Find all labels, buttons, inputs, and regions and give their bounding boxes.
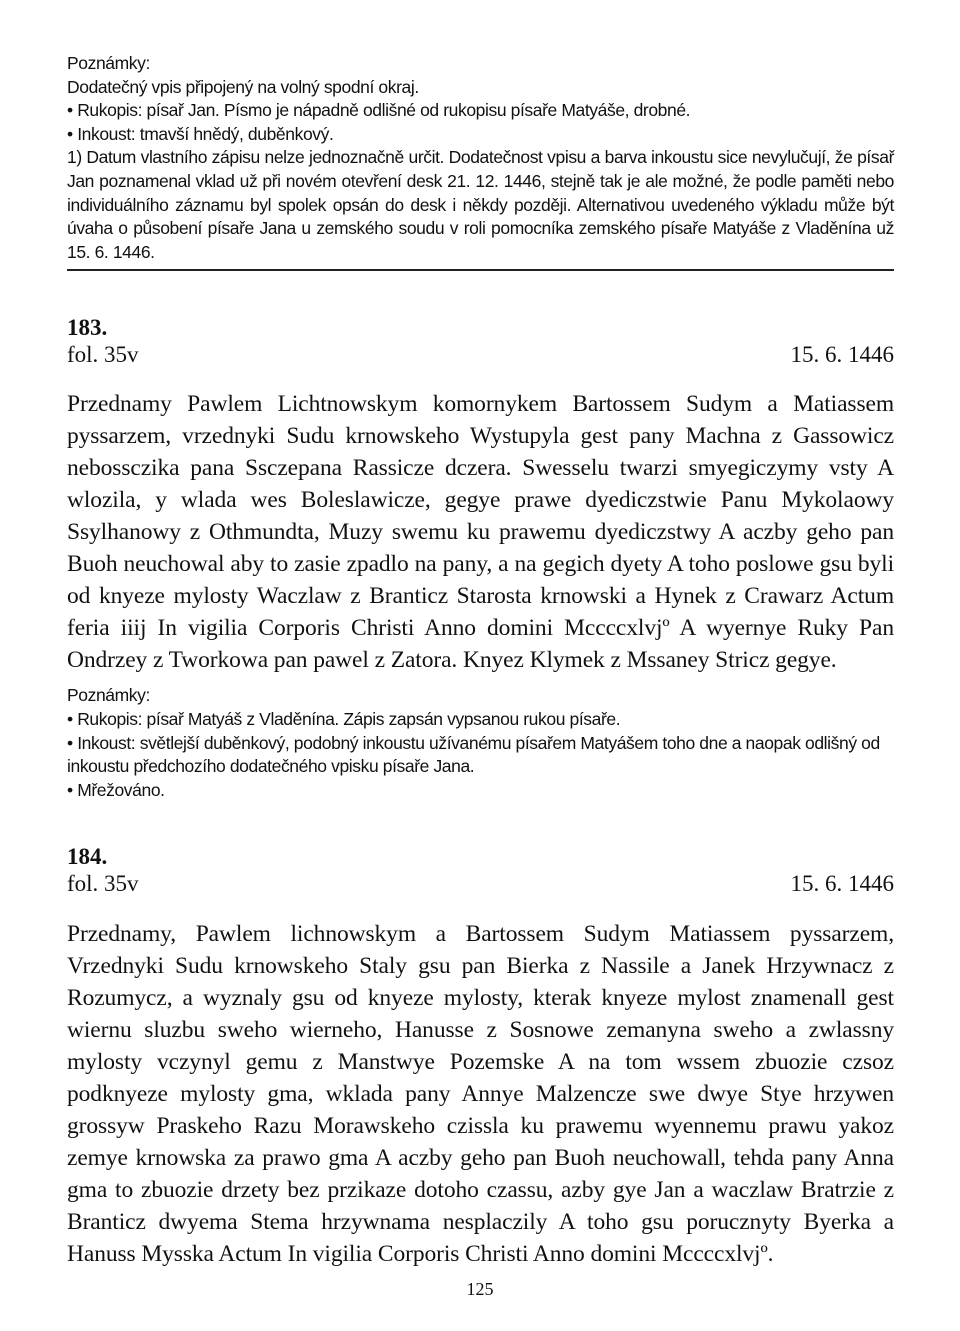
note-line: • Mřežováno. xyxy=(67,779,165,800)
entry-number: 184. xyxy=(67,844,108,870)
document-page xyxy=(67,52,894,1270)
divider-rule xyxy=(67,269,894,271)
entry-notes xyxy=(67,684,894,802)
folio: fol. 35v xyxy=(67,342,139,368)
note-line: • Inkoust: tmavší hnědý, duběnkový. xyxy=(67,123,334,144)
note-line: • Inkoust: světlejší duběnkový, podobný inkoustu užívanému písařem Matyášem toho dne a naopak odlišný od inkoustu předchozího dodatečného vpisku písaře Jana. xyxy=(67,732,880,777)
entry-date: 15. 6. 1446 xyxy=(790,342,894,368)
folio-date-line xyxy=(67,870,894,898)
note-line: • Rukopis: písař Jan. Písmo je nápadně odlišné od rukopisu písaře Matyáše, drobné. xyxy=(67,100,691,121)
entry-number: 183. xyxy=(67,315,108,341)
note-line: 1) Datum vlastního zápisu nelze jednoznačně určit. Dodatečnost vpisu a barva inkoustu sice nevylučují, že písař Jan poznamenal vklad už při novém otevření desk 21. 12. 1446, stejně tak je ale možné, že podle paměti nebo individuálního záznamu byl spolek opsán do desk i někdy později. Alternativou uvedeného výkladu může být úvaha o působení písaře Jana u zemského soudu v roli pomocníka zemského písaře Matyáše z Vladěnína už 15. 6. 1446. xyxy=(67,147,894,262)
folio-date-line xyxy=(67,341,894,369)
entry-text: Przednamy Pawlem Lichtnowskym komornykem Bartossem Sudym a Matiassem pyssarzem, vrzednyki Sudu krnowskeho Wystupyla gest pany Machna z Gassowicz nebossczika pana Ssczepana Rassicze dczera. Swesselu twarzi smyegiczymy vsty A wlozila, y wlada wes Boleslawicze, gegye prawe dyediczstwie Panu Mykolaowy Ssylhanowy z Othmundta, Muzy swemu ku prawemu dyediczstwy A aczby geho pan Buoh neuchowal aby to zasie zpadlo na pany, a na gegich dyety A toho poslowe gsu byli od knyeze mylosty Waczlaw z Branticz Starosta krnowski a Hynek z Crawarz Actum feria iiij In vigilia Corporis Christi Anno domini Mccccxlvjº A wyernye Ruky Pan Ondrzey z Tworkowa pan pawel z Zatora. Knyez Klymek z Mssaney Stricz gegye. xyxy=(67,391,894,674)
note-line: • Rukopis: písař Matyáš z Vladěnína. Zápis zapsán vypsanou rukou písaře. xyxy=(67,708,621,729)
notes-heading: Poznámky: xyxy=(67,53,150,73)
entry-184 xyxy=(67,844,894,1270)
folio: fol. 35v xyxy=(67,871,139,897)
notes-heading: Poznámky: xyxy=(67,685,150,706)
notes-top xyxy=(67,52,894,264)
note-line: Dodatečný vpis připojený na volný spodní okraj. xyxy=(67,76,419,97)
entry-text: Przednamy, Pawlem lichnowskym a Bartossem Sudym Matiassem pyssarzem, Vrzednyki Sudu krnowskeho Staly gsu pan Bierka z Nassile a Janek Hrzywnacz z Rozumycz, a wyznaly gsu od knyeze mylosty, kterak knyeze mylost znamenall gest wiernu sluzbu sweho wierneho, Hanusse z Sosnowe zemanyna sweho a zwlassny mylosty vczynyl gemu z Manstwye Pozemske A na tom wssem zbuozie czsoz podknyeze mylosty gma, wklada pany Annye Malzencze swe dwye Stye hrzywen grossyw Praskeho Razu Morawskeho czissla ku prawemu wyennemu prawu yakoz zemye krnowska za prawo gma A aczby geho pan Buoh neuchowall, tehda pany Anna gma to zbuozie drzety bez przikaze dotoho czassu, azby gye Jan a waczlaw Bratrzie z Branticz dwyema Stema hrzywnama nesplaczily A toho gsu porucznyty Byerka a Hanuss Mysska Actum In vigilia Corporis Christi Anno domini Mccccxlvjº. xyxy=(67,921,894,1268)
page-number: 125 xyxy=(466,1279,494,1299)
entry-183 xyxy=(67,315,894,802)
entry-date: 15. 6. 1446 xyxy=(790,871,894,897)
